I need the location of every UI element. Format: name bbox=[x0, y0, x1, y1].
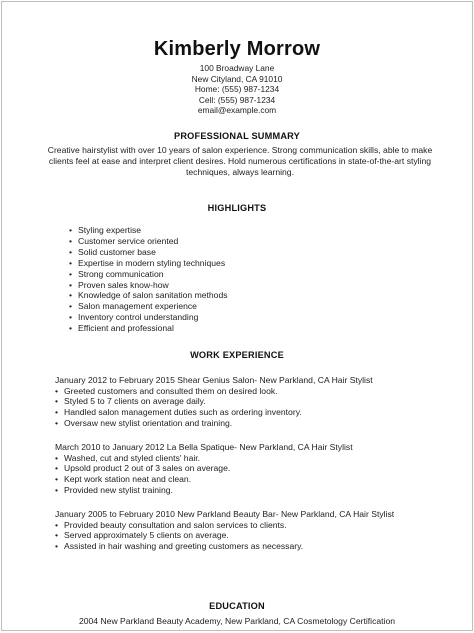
list-item: • Expertise in modern styling techniques bbox=[69, 258, 228, 269]
list-item: • Solid customer base bbox=[69, 247, 228, 258]
list-item: • Styled 5 to 7 clients on average daily. bbox=[55, 396, 373, 407]
job-title: January 2005 to February 2010 New Parkland Beauty Bar- New Parkland, CA Hair Stylist bbox=[55, 509, 395, 519]
list-item: • Knowledge of salon sanitation methods bbox=[69, 290, 228, 301]
email-address: email@example.com bbox=[197, 105, 277, 115]
contact-block bbox=[2, 63, 472, 116]
highlights-heading: HIGHLIGHTS bbox=[207, 203, 267, 213]
job-entry bbox=[55, 442, 353, 496]
list-item: • Kept work station neat and clean. bbox=[55, 474, 353, 485]
list-item: • Handled salon management duties such as ordering inventory. bbox=[55, 407, 373, 418]
job-entry bbox=[55, 375, 373, 429]
home-phone: Home: (555) 987-1234 bbox=[194, 84, 280, 94]
address-line: 100 Broadway Lane bbox=[199, 63, 275, 73]
job-title: March 2010 to January 2012 La Bella Spatique- New Parkland, CA Hair Stylist bbox=[55, 442, 353, 452]
job-duties bbox=[55, 386, 373, 429]
highlights-list bbox=[69, 225, 228, 334]
job-duties bbox=[55, 453, 353, 496]
list-item: • Washed, cut and styled clients' hair. bbox=[55, 453, 353, 464]
job-entry bbox=[55, 509, 394, 552]
list-item: • Salon management experience bbox=[69, 301, 228, 312]
list-item: • Efficient and professional bbox=[69, 323, 228, 334]
list-item: • Proven sales know-how bbox=[69, 280, 228, 291]
list-item: • Greeted customers and consulted them on desired look. bbox=[55, 386, 373, 397]
list-item: • Provided new stylist training. bbox=[55, 485, 353, 496]
job-title: January 2012 to February 2015 Shear Genius Salon- New Parkland, CA Hair Stylist bbox=[55, 375, 373, 385]
list-item: • Styling expertise bbox=[69, 225, 228, 236]
list-item: • Assisted in hair washing and greeting customers as necessary. bbox=[55, 541, 394, 552]
city-line: New Cityland, CA 91010 bbox=[191, 73, 283, 84]
candidate-name: Kimberly Morrow bbox=[153, 38, 321, 60]
list-item: • Served approximately 5 clients on average. bbox=[55, 530, 394, 541]
summary-text: Creative hairstylist with over 10 years of salon experience. Strong communication skills, able to make clients feel at ease and interpret client desires. Hold numerous certifications in state-of-the-art styling techniques, always learning. bbox=[47, 145, 433, 177]
list-item: • Oversaw new stylist orientation and training. bbox=[55, 418, 373, 429]
resume-page bbox=[1, 1, 473, 631]
list-item: • Inventory control understanding bbox=[69, 312, 228, 323]
experience-heading: WORK EXPERIENCE bbox=[190, 350, 284, 360]
summary-heading: PROFESSIONAL SUMMARY bbox=[174, 131, 300, 141]
education-entry: 2004 New Parkland Beauty Academy, New Parkland, CA Cosmetology Certification bbox=[78, 616, 396, 626]
education-heading: EDUCATION bbox=[209, 601, 265, 611]
list-item: • Upsold product 2 out of 3 sales on average. bbox=[55, 463, 353, 474]
cell-phone: Cell: (555) 987-1234 bbox=[198, 94, 276, 105]
list-item: • Customer service oriented bbox=[69, 236, 228, 247]
list-item: • Strong communication bbox=[69, 269, 228, 280]
job-duties bbox=[55, 520, 394, 552]
list-item: • Provided beauty consultation and salon services to clients. bbox=[55, 520, 394, 531]
